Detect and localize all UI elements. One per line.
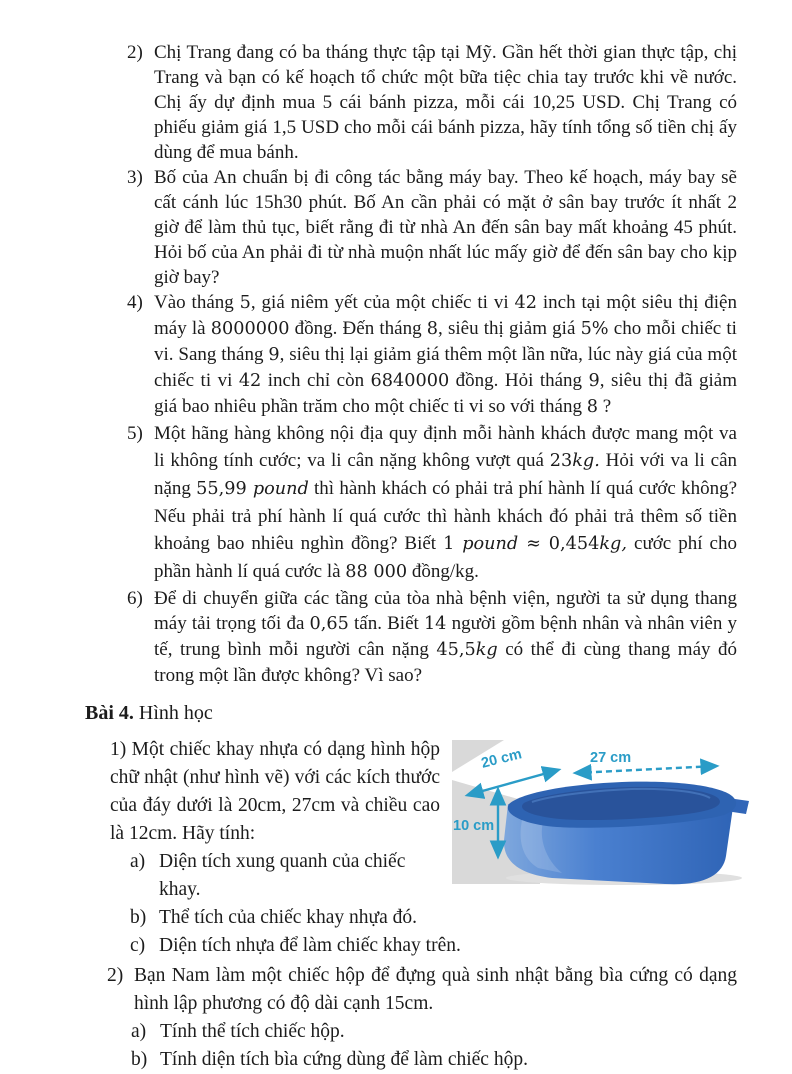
sub-item-text: Tính diện tích bìa cứng dùng để làm chiếc hộp. [160,1049,528,1070]
list-marker: a) [130,851,146,872]
list-marker: 5) [127,423,143,444]
geometry-problem-1 [110,736,760,960]
problem-text: Chị Trang đang có ba tháng thực tập tại Mỹ. Gần hết thời gian thực tập, chị Trang và bạn có kế hoạch tổ chức một bữa tiệc chia tay trước khi về nước. Chị ấy dự định mua 5 cái bánh pizza, mỗi cái 10,25 USD. Chị Trang có phiếu giảm giá 1,5 USD cho mỗi cái bánh pizza, hãy tính tổng số tiền chị ấy dùng để mua bánh. [154,42,737,163]
word-problem-item [127,165,737,290]
problem-text-row [107,962,737,1018]
tray-shape [504,782,749,885]
word-problem-item [127,420,737,586]
section-heading [85,700,737,726]
problem-text: Vào tháng 5, giá niêm yết của một chiếc ti vi 42 inch tại một siêu thị điện máy là 8000000 đồng. Đến tháng 8, siêu thị giảm giá 5% cho mỗi chiếc ti vi. Sang tháng 9, siêu thị lại giảm giá thêm một lần nữa, lúc này giá của một chiếc ti vi 42 inch chỉ còn 6840000 đồng. Hỏi tháng 9, siêu thị đã giảm giá bao nhiêu phần trăm cho một chiếc ti vi so với tháng 8 ? [154,292,738,417]
tray-figure [452,740,760,888]
sub-item-text: Diện tích nhựa để làm chiếc khay trên. [159,935,461,956]
list-marker: 1) [110,739,127,760]
sub-item-text: Diện tích xung quanh của chiếc khay. [159,851,406,900]
word-problem-item [127,40,737,165]
list-marker: b) [130,907,147,928]
list-marker: 2) [127,42,143,63]
problem-text: Để di chuyển giữa các tầng của tòa nhà bệnh viện, người ta sử dụng thang máy tải trọng tối đa 0,65 tấn. Biết 14 người gồm bệnh nhân và nhân viên y tế, trung bình mỗi người cân nặng 45,5kg có thể đi cùng thang máy đó trong một lần được không? Vì sao? [154,588,738,686]
list-marker: 4) [127,292,143,313]
sub-item [130,848,440,904]
sub-item-text: Tính thể tích chiếc hộp. [160,1021,345,1042]
list-marker: a) [131,1021,147,1042]
problem-text: Một hãng hàng không nội địa quy định mỗi hành khách được mang một va li không tính cước; va li cân nặng không vượt quá 23kg. Hỏi với va li cân nặng 55,99 pound thì hành khách có phải trả phí hành lí quá cước không? Nếu phải trả phí hành lí quá cước thì hành khách đó phải trả thêm số tiền khoảng bao nhiêu nghìn đồng? Biết 1 pound ≈ 0,454kg, cước phí cho phần hành lí quá cước là 88 000 đồng/kg. [154,423,738,582]
list-marker: 6) [127,588,143,609]
list-marker: c) [130,935,146,956]
sub-item [130,904,760,932]
geometry-problem-2 [107,962,737,1074]
list-marker: 3) [127,167,143,188]
sub-item [131,1018,737,1046]
list-marker: b) [131,1049,148,1070]
dim-label-depth: 20 cm [479,746,524,772]
word-problem-item [127,290,737,420]
section-label: Bài 4. [85,702,134,724]
sub-item-text: Thể tích của chiếc khay nhựa đó. [159,907,418,928]
sub-item [131,1046,737,1074]
problem-text: Bố của An chuẩn bị đi công tác bằng máy bay. Theo kế hoạch, máy bay sẽ cất cánh lúc 15h30 phút. Bố An cần phải có mặt ở sân bay trước ít nhất 2 giờ để làm thủ tục, biết rằng đi từ nhà An đến sân bay mất khoảng 45 phút. Hỏi bố của An phải đi từ nhà muộn nhất lúc mấy giờ để đến sân bay cho kịp giờ bay? [154,167,737,288]
section-title: Hình học [133,702,213,724]
page-content [85,40,737,1074]
problem-text: 1) Một chiếc khay nhựa có dạng hình hộp chữ nhật (như hình vẽ) với các kích thước của đáy dưới là 20cm, 27cm và chiều cao là 12cm. Hãy tính: [110,739,440,844]
dim-label-height: 10 cm [453,818,495,834]
dim-label-width: 27 cm [590,750,632,766]
word-problem-item [127,586,737,688]
sub-item [130,932,760,960]
problem-text: Bạn Nam làm một chiếc hộp để đựng quà sinh nhật bằng bìa cứng có dạng hình lập phương có độ dài cạnh 15cm. [134,965,737,1014]
list-marker: 2) [107,965,124,986]
